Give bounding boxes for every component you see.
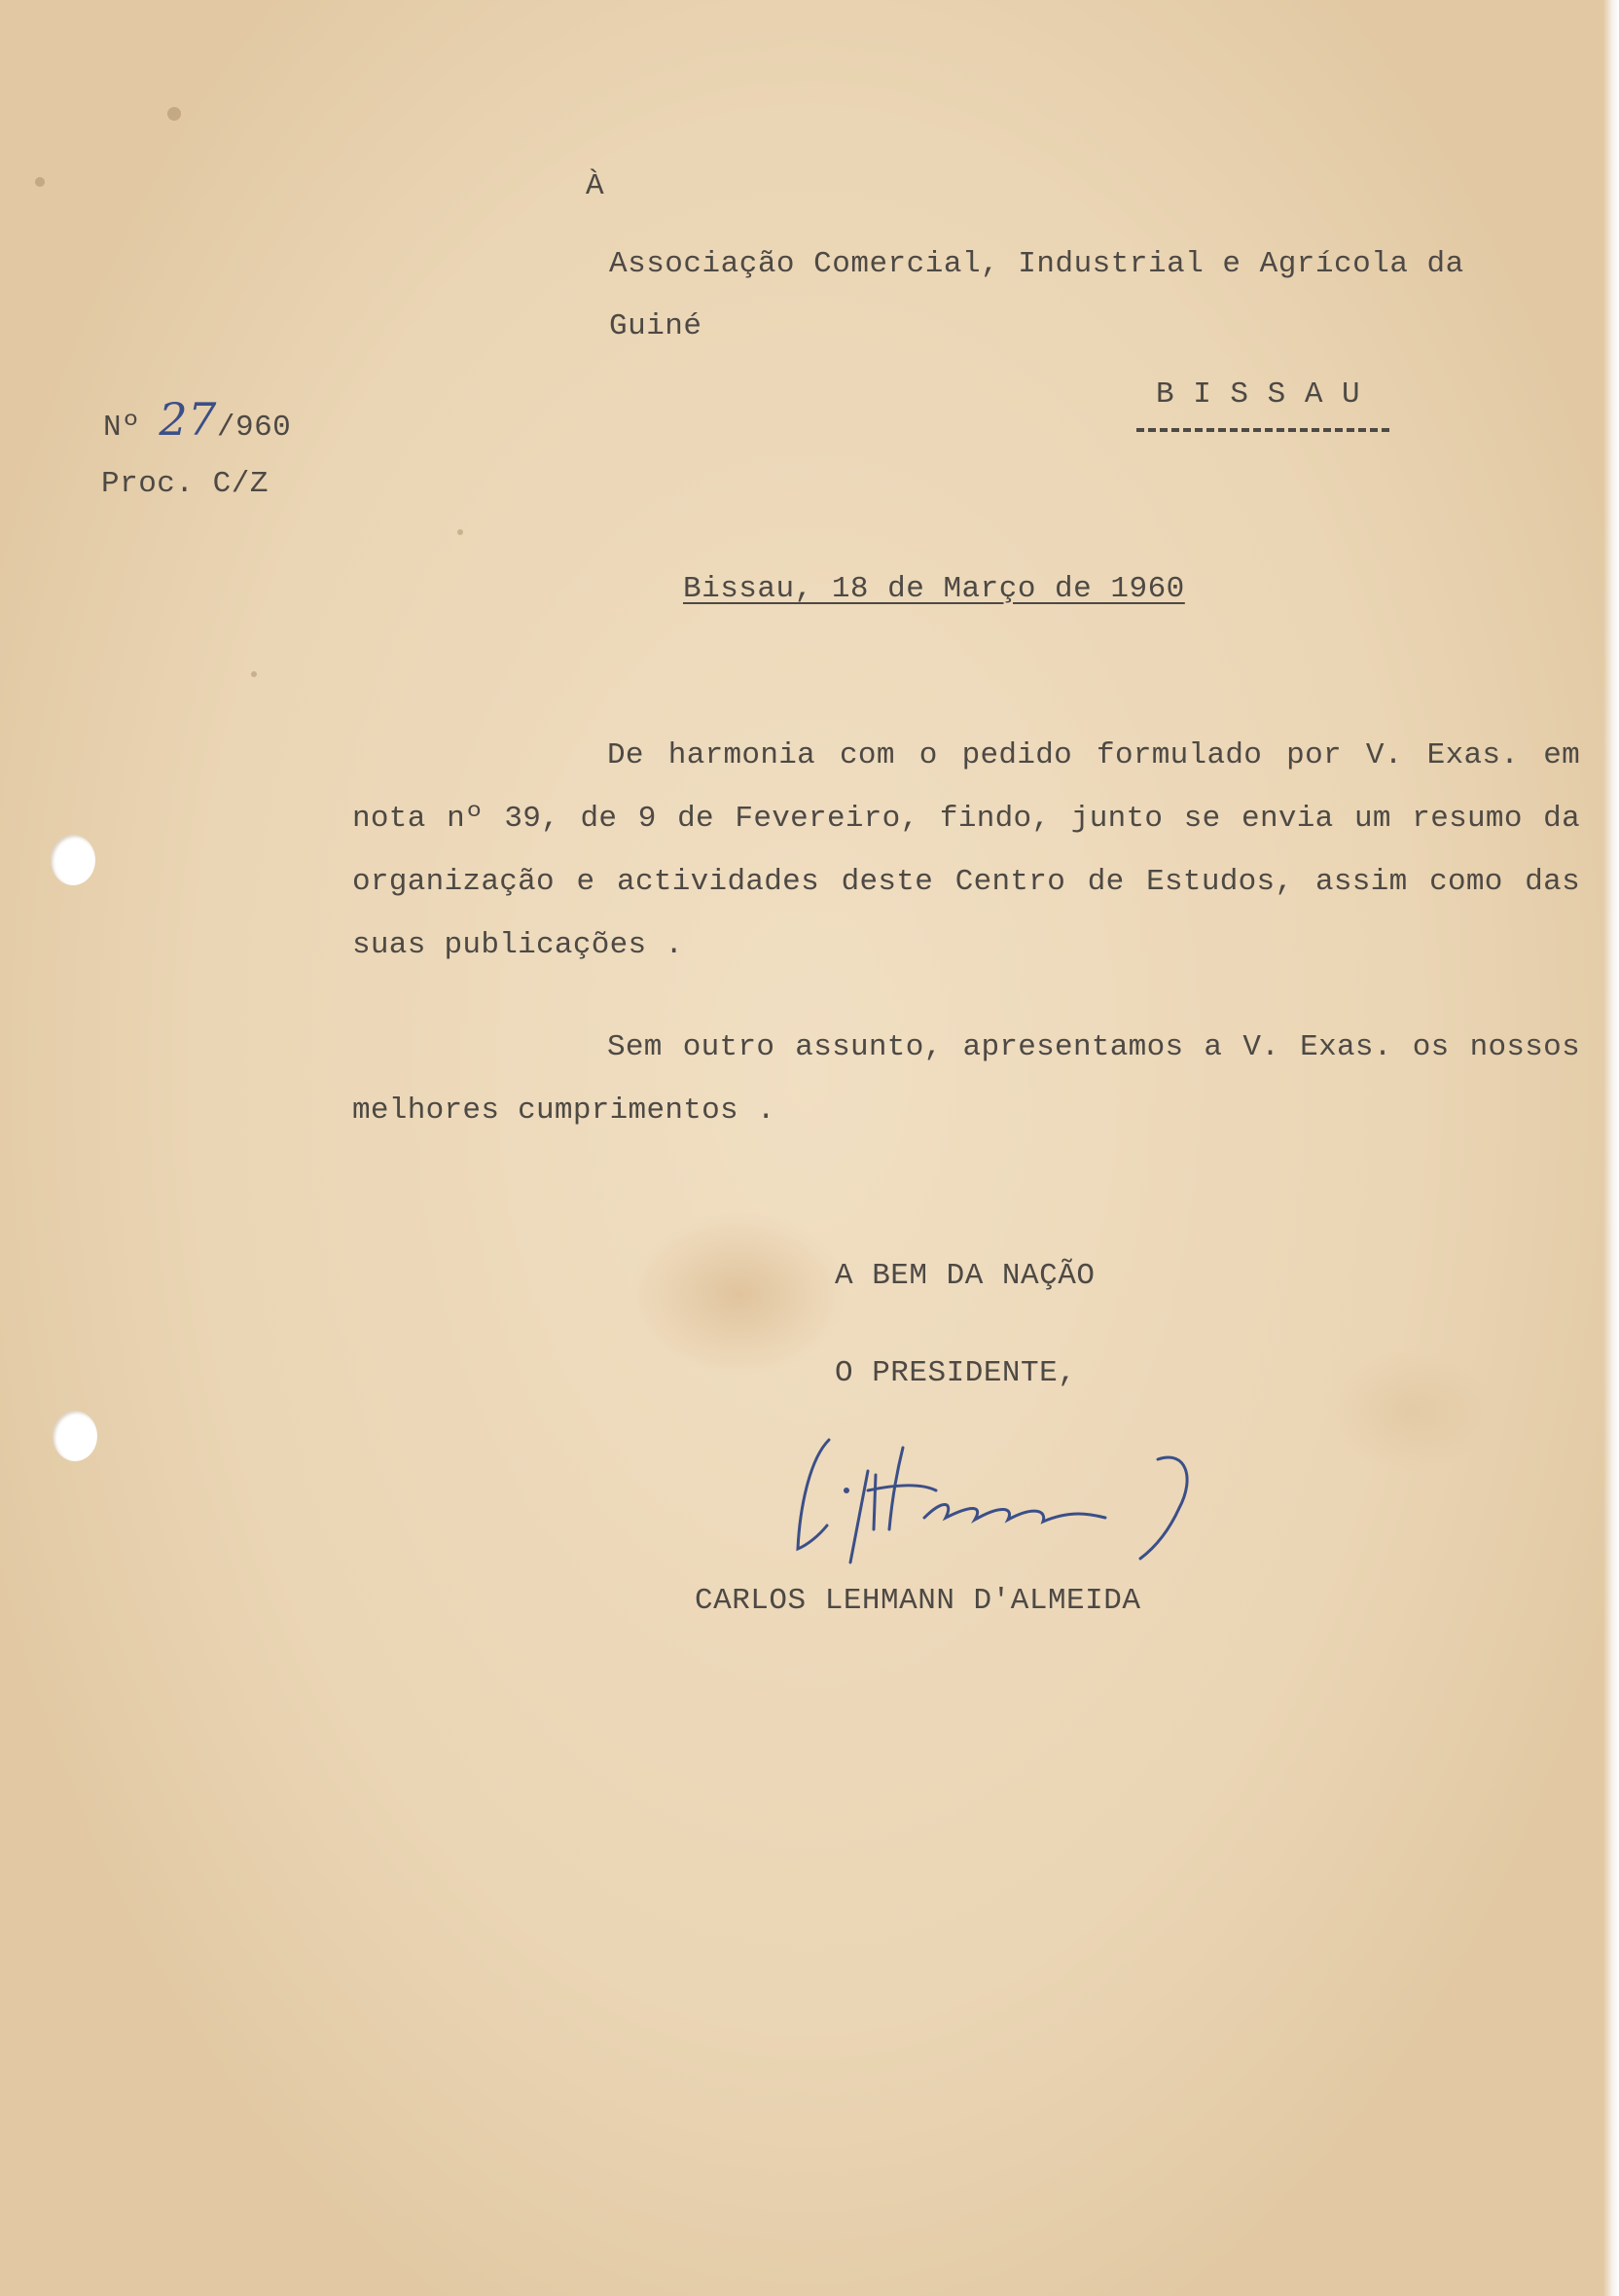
paper-spot: [457, 529, 463, 535]
paper-spot: [35, 177, 45, 187]
letter-date: Bissau, 18 de Março de 1960: [683, 572, 1185, 606]
city-dashed-underline: [1136, 428, 1389, 432]
page-edge: [1603, 0, 1619, 2296]
signatory-name: CARLOS LEHMANN D'ALMEIDA: [695, 1584, 1141, 1618]
recipient-line-2: Guiné: [609, 309, 702, 343]
process-code: Proc. C/Z: [101, 467, 269, 501]
reference-number: [103, 393, 292, 446]
body-paragraph-2: Sem outro assunto, apresentamos a V. Exas. os nossos melhores cumprimentos .: [352, 1030, 1580, 1128]
closing-formula: A BEM DA NAÇÃO: [835, 1259, 1096, 1293]
handwritten-number: 27: [159, 393, 217, 446]
signatory-title: O PRESIDENTE,: [835, 1356, 1077, 1390]
punch-hole-bottom: [53, 1411, 97, 1461]
reference-number-suffix: /960: [216, 411, 292, 445]
body-paragraph-1: De harmonia com o pedido formulado por V. Exas. em nota nº 39, de 9 de Fevereiro, findo, junto se envia um resumo da organização e actividades deste Centro de Estudos, assim como das suas publicações .: [352, 738, 1580, 962]
punch-hole-top: [51, 835, 95, 885]
reference-number-label: Nº: [103, 411, 141, 445]
handwritten-signature: [778, 1420, 1226, 1576]
paper-spot: [167, 107, 181, 121]
paper-spot: [251, 671, 257, 677]
recipient-city: B I S S A U: [1156, 377, 1361, 412]
recipient-prefix: À: [586, 169, 605, 203]
recipient-line-1: Associação Comercial, Industrial e Agrícola da: [609, 247, 1464, 281]
